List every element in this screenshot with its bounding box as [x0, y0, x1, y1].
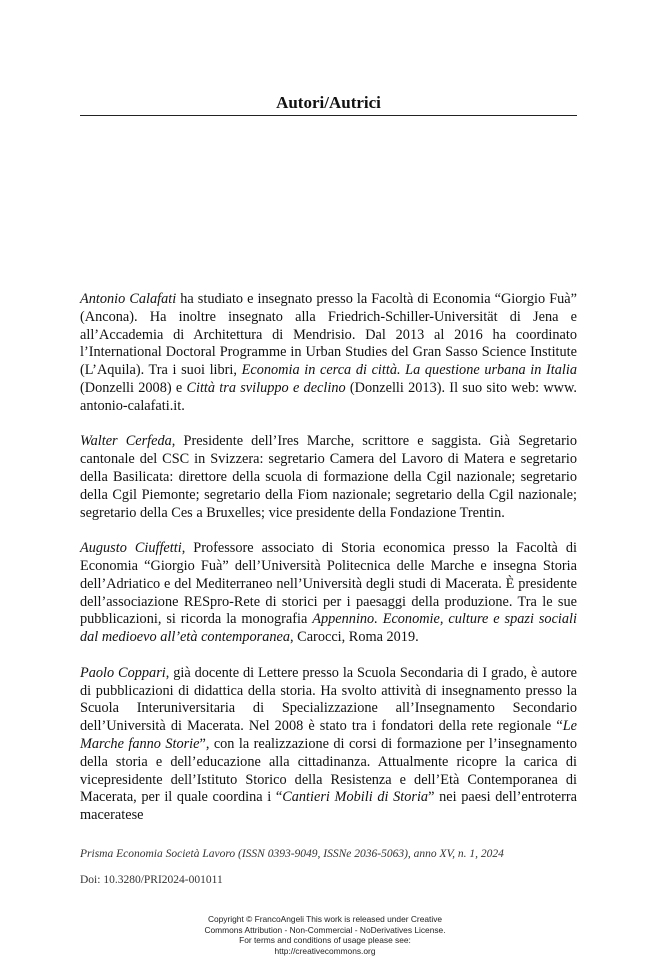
bio-text: ”, con la realizzazione di corsi di formazione per l’insegnamento della storia e dell’educazione alla cittadinanza. Attualmente ricopre la carica di vicepresidente dell’Istituto Storico della Resistenza e dell’Età Contemporanea di Macerata, per il quale coordina i “: [80, 735, 578, 806]
author-name: Walter Cerfeda: [80, 433, 172, 450]
title-divider: [80, 115, 577, 116]
bio-text: , Professore associato di Storia economica presso la Facoltà di Economia “Giorgio Fuà” dell’Università Politecnica delle Marche e insegna Storia dell’Adriatico e del Mediterraneo nell’Università degli studi di Macerata. È presidente dell’associazione RESpro-Rete di storici per i paesaggi della produzione. Tra le sue pubblicazioni, si ricorda la monografia: [80, 540, 577, 628]
work-title: Le Marche fanno Storie: [80, 718, 577, 752]
doi-line: Doi: 10.3280/PRI2024-001011: [80, 874, 223, 886]
bio-text: (Donzelli 2013). Il suo sito web: www. antonio-calafati.it.: [80, 379, 577, 414]
author-bio: [80, 665, 577, 825]
author-name: Paolo Coppari: [80, 664, 166, 681]
work-title: Appennino. Economie, culture e spazi sociali dal medioevo all’età contemporanea: [80, 611, 577, 646]
author-bio: [80, 433, 577, 522]
bio-text: , Carocci, Roma 2019.: [290, 629, 419, 646]
bio-text: , Presidente dell’Ires Marche, scrittore e saggista. Già Segretario cantonale del CSC in Svizzera: segretario Camera del Lavoro di Matera e segretario della Basilicata: direttore della scuola di formazione della Cgil nazionale; segretario della Cgil Piemonte; segretario della Fiom nazionale; segretario della Cgil nazionale; segretario della Ces a Bruxelles; vice presidente della Fondazione Trentin.: [80, 433, 578, 521]
work-title: Economia in cerca di città. La questione urbana in Italia: [241, 362, 577, 379]
author-name: Antonio Calafati: [80, 291, 177, 307]
journal-citation: Prisma Economia Società Lavoro (ISSN 0393-9049, ISSNe 2036-5063), anno XV, n. 1, 2024: [80, 848, 504, 860]
work-title: Città tra sviluppo e declino: [186, 379, 346, 396]
bio-text: (Donzelli 2008) e: [80, 379, 187, 396]
author-bios: [80, 291, 577, 843]
bio-text: ha studiato e insegnato presso la Facoltà di Economia “Giorgio Fuà” (Ancona). Ha inoltre insegnato alla Friedrich-Schiller-Universität di Jena e all’Accademia di Architettura di Mendrisio. Dal 2013 al 2016 ha coordinato l’International Doctoral Programme in Urban Studies del Gran Sasso Science Institute (L’Aquila). Tra i suoi libri,: [80, 291, 578, 379]
bio-text: ” nei paesi dell’entroterra maceratese: [80, 789, 577, 824]
author-bio: [80, 540, 577, 647]
copyright-link[interactable]: http://creativecommons.org: [274, 945, 376, 956]
copyright-notice: [150, 914, 500, 956]
page-title: Autori/Autrici: [276, 93, 381, 112]
copyright-line: Commons Attribution - Non-Commercial - NoDerivatives License.: [204, 924, 446, 935]
copyright-line: Copyright © FrancoAngeli This work is released under Creative: [207, 914, 443, 924]
author-name: Augusto Ciuffetti: [80, 540, 182, 557]
work-title: Cantieri Mobili di Storia: [282, 789, 429, 806]
bio-text: , già docente di Lettere presso la Scuola Secondaria di I grado, è autore di pubblicazioni di didattica della storia. Ha svolto attività di insegnamento presso la Scuola Interuniversitaria di Specializzazione all’Insegnamento Secondario dell’Università di Macerata. Nel 2008 è stato tra i fondatori della rete regionale “: [80, 664, 578, 735]
copyright-line: For terms and conditions of usage please see:: [239, 935, 411, 946]
author-bio: [80, 291, 577, 416]
